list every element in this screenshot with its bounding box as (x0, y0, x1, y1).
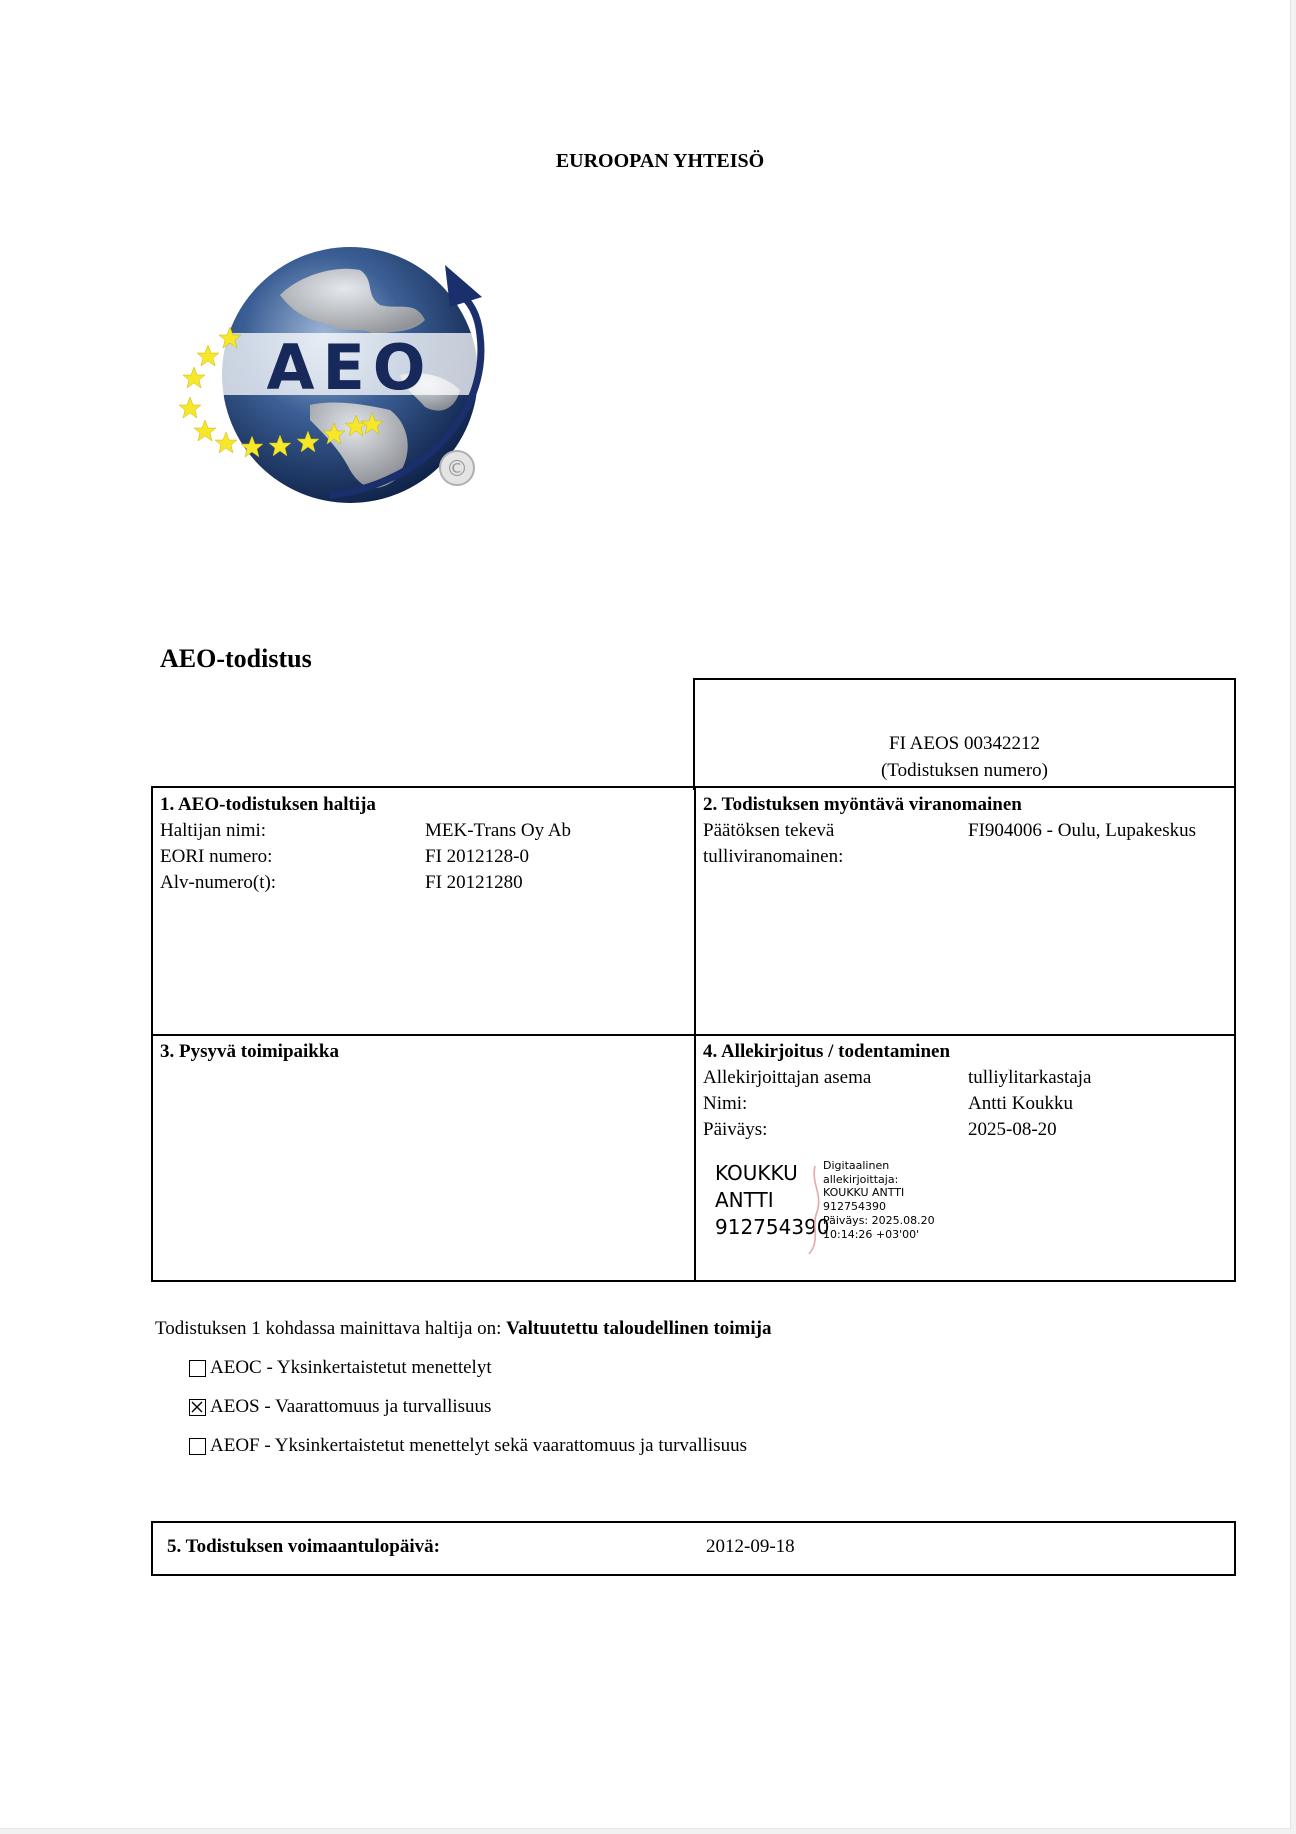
option-aeoc (189, 1357, 492, 1379)
section-authority-heading: 2. Todistuksen myöntävä viranomainen (703, 794, 1022, 815)
option-aeof-label: AEOF - Yksinkertaistetut menettelyt sekä vaarattomuus ja turvallisuus (210, 1435, 747, 1456)
signature-date-value: 2025-08-20 (968, 1119, 1057, 1140)
signature-detail-line: allekirjoittaja: (823, 1172, 899, 1186)
effective-date-label: 5. Todistuksen voimaantulopäivä: (167, 1536, 440, 1557)
eori-value: FI 2012128-0 (425, 846, 529, 867)
holder-row (160, 870, 680, 896)
section-holder-heading: 1. AEO-todistuksen haltija (160, 794, 376, 815)
signature-detail-line: 10:14:26 +03'00' (823, 1227, 920, 1241)
option-aeos (189, 1396, 491, 1418)
effective-date-value: 2012-09-18 (706, 1536, 795, 1557)
section-premises-heading: 3. Pysyvä toimipaikka (160, 1041, 339, 1062)
signature-detail-line: KOUKKU ANTTI (823, 1186, 905, 1200)
logo-text: AEO (266, 331, 434, 404)
signature-detail-line: 912754390 (823, 1200, 886, 1214)
vat-value: FI 20121280 (425, 872, 523, 893)
certificate-number: FI AEOS 00342212 (889, 733, 1040, 754)
copyright-mark: © (446, 457, 468, 482)
aeo-logo (160, 225, 540, 515)
header-title: EUROOPAN YHTEISÖ (555, 150, 765, 172)
signer-name-value: Antti Koukku (968, 1093, 1074, 1114)
holder-status-prefix: Todistuksen 1 kohdassa mainittava haltija on: (155, 1318, 507, 1339)
authority-label-line2: tulliviranomainen: (703, 846, 844, 867)
signature-name-line: ANTTI (715, 1188, 774, 1212)
effective-date-box (151, 1521, 1236, 1576)
holder-row (160, 844, 680, 870)
signature-row (703, 1117, 1233, 1143)
section-signature (703, 1039, 1233, 1143)
grid-divider-horizontal (153, 1034, 1234, 1036)
signature-date-label: Päiväys: (703, 1119, 768, 1140)
signature-row (703, 1065, 1233, 1091)
certificate-title: AEO-todistus (160, 644, 312, 673)
option-aeof (189, 1435, 747, 1457)
check-x-icon (190, 1400, 204, 1414)
section-holder (160, 792, 680, 896)
vat-label: Alv-numero(t): (160, 872, 277, 893)
digital-signature-stamp[interactable] (715, 1160, 975, 1256)
eori-label: EORI numero: (160, 846, 273, 867)
holder-status-value: Valtuutettu taloudellinen toimija (506, 1318, 772, 1339)
signer-position-label: Allekirjoittajan asema (703, 1067, 872, 1088)
section-signature-heading: 4. Allekirjoitus / todentaminen (703, 1041, 951, 1062)
holder-row (160, 818, 680, 844)
signature-name-line: 912754390 (715, 1215, 830, 1239)
authority-label (703, 818, 968, 870)
certificate-number-box (693, 678, 1236, 790)
holder-name-label: Haltijan nimi: (160, 820, 267, 841)
section-authority (703, 792, 1233, 870)
checkbox-aeof[interactable] (189, 1438, 206, 1455)
signature-name-line: KOUKKU (715, 1161, 798, 1185)
signature-row (703, 1091, 1233, 1117)
holder-status-text (155, 1318, 772, 1340)
checkbox-aeos[interactable] (189, 1399, 206, 1416)
authority-row (703, 818, 1233, 870)
section-premises (160, 1039, 680, 1065)
signature-detail-line: Digitaalinen (823, 1159, 890, 1172)
checkbox-aeoc[interactable] (189, 1360, 206, 1377)
option-aeos-label: AEOS - Vaarattomuus ja turvallisuus (210, 1396, 492, 1417)
signature-detail-line: Päiväys: 2025.08.20 (823, 1213, 935, 1227)
holder-name-value: MEK-Trans Oy Ab (425, 820, 572, 841)
signature-details (823, 1159, 973, 1241)
signer-name-label: Nimi: (703, 1093, 748, 1114)
authority-value: FI904006 - Oulu, Lupakeskus (968, 820, 1196, 841)
aeo-globe-icon (160, 225, 540, 515)
certificate-grid (151, 786, 1236, 1282)
authority-label-line1: Päätöksen tekevä (703, 820, 835, 841)
option-aeoc-label: AEOC - Yksinkertaistetut menettelyt (210, 1357, 492, 1378)
signer-position-value: tulliylitarkastaja (968, 1067, 1092, 1088)
certificate-number-caption: (Todistuksen numero) (880, 760, 1048, 781)
